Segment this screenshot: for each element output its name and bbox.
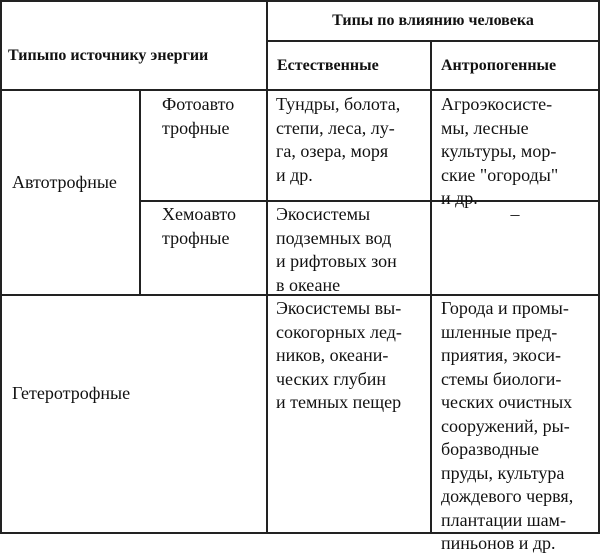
header-anthropogenic: Антропогенные xyxy=(441,57,557,74)
header-by-human-influence: Типы по влиянию человека xyxy=(332,12,534,29)
divider-energy-column xyxy=(266,0,268,534)
divider-header-body xyxy=(0,89,600,91)
cell-chemo-natural: Экосистемы подземных вод и рифтовых зон в океане xyxy=(276,204,397,295)
row-label-heterotrophic: Гетеротрофные xyxy=(12,383,131,403)
row-label-chemoautotrophic: Хемоавто трофные xyxy=(162,204,237,248)
divider-human-influence-sub xyxy=(266,40,600,42)
cell-photo-anthropogenic: Агроэкосисте- мы, лесные культуры, мор- ские "огороды" и др. xyxy=(441,94,559,208)
cell-photo-natural: Тундры, болота, степи, леса, лу- га, озера, моря и др. xyxy=(276,94,401,185)
header-natural: Естественные xyxy=(277,57,379,74)
divider-natural-anthro xyxy=(430,40,432,534)
cell-hetero-natural: Экосистемы вы- сокогорных лед- ников, океани- ческих глубин и темных пещер xyxy=(276,298,402,412)
divider-subtype-column xyxy=(139,89,141,295)
row-label-autotrophic: Автотрофные xyxy=(12,172,117,192)
cell-chemo-anthropogenic: – xyxy=(510,204,520,224)
row-label-photoautotrophic: Фотоавто трофные xyxy=(162,94,235,138)
border-top xyxy=(0,0,600,2)
border-left xyxy=(0,0,2,534)
cell-hetero-anthropogenic: Города и промы- шленные пред- приятия, экоси- стемы биологи- ческих очистных сооружений, ры- боразводные пруды, культура дождевого червя, плантации шам- пиньонов и др. xyxy=(441,298,574,553)
header-by-energy-source: Типыпо источнику энергии xyxy=(8,47,209,64)
